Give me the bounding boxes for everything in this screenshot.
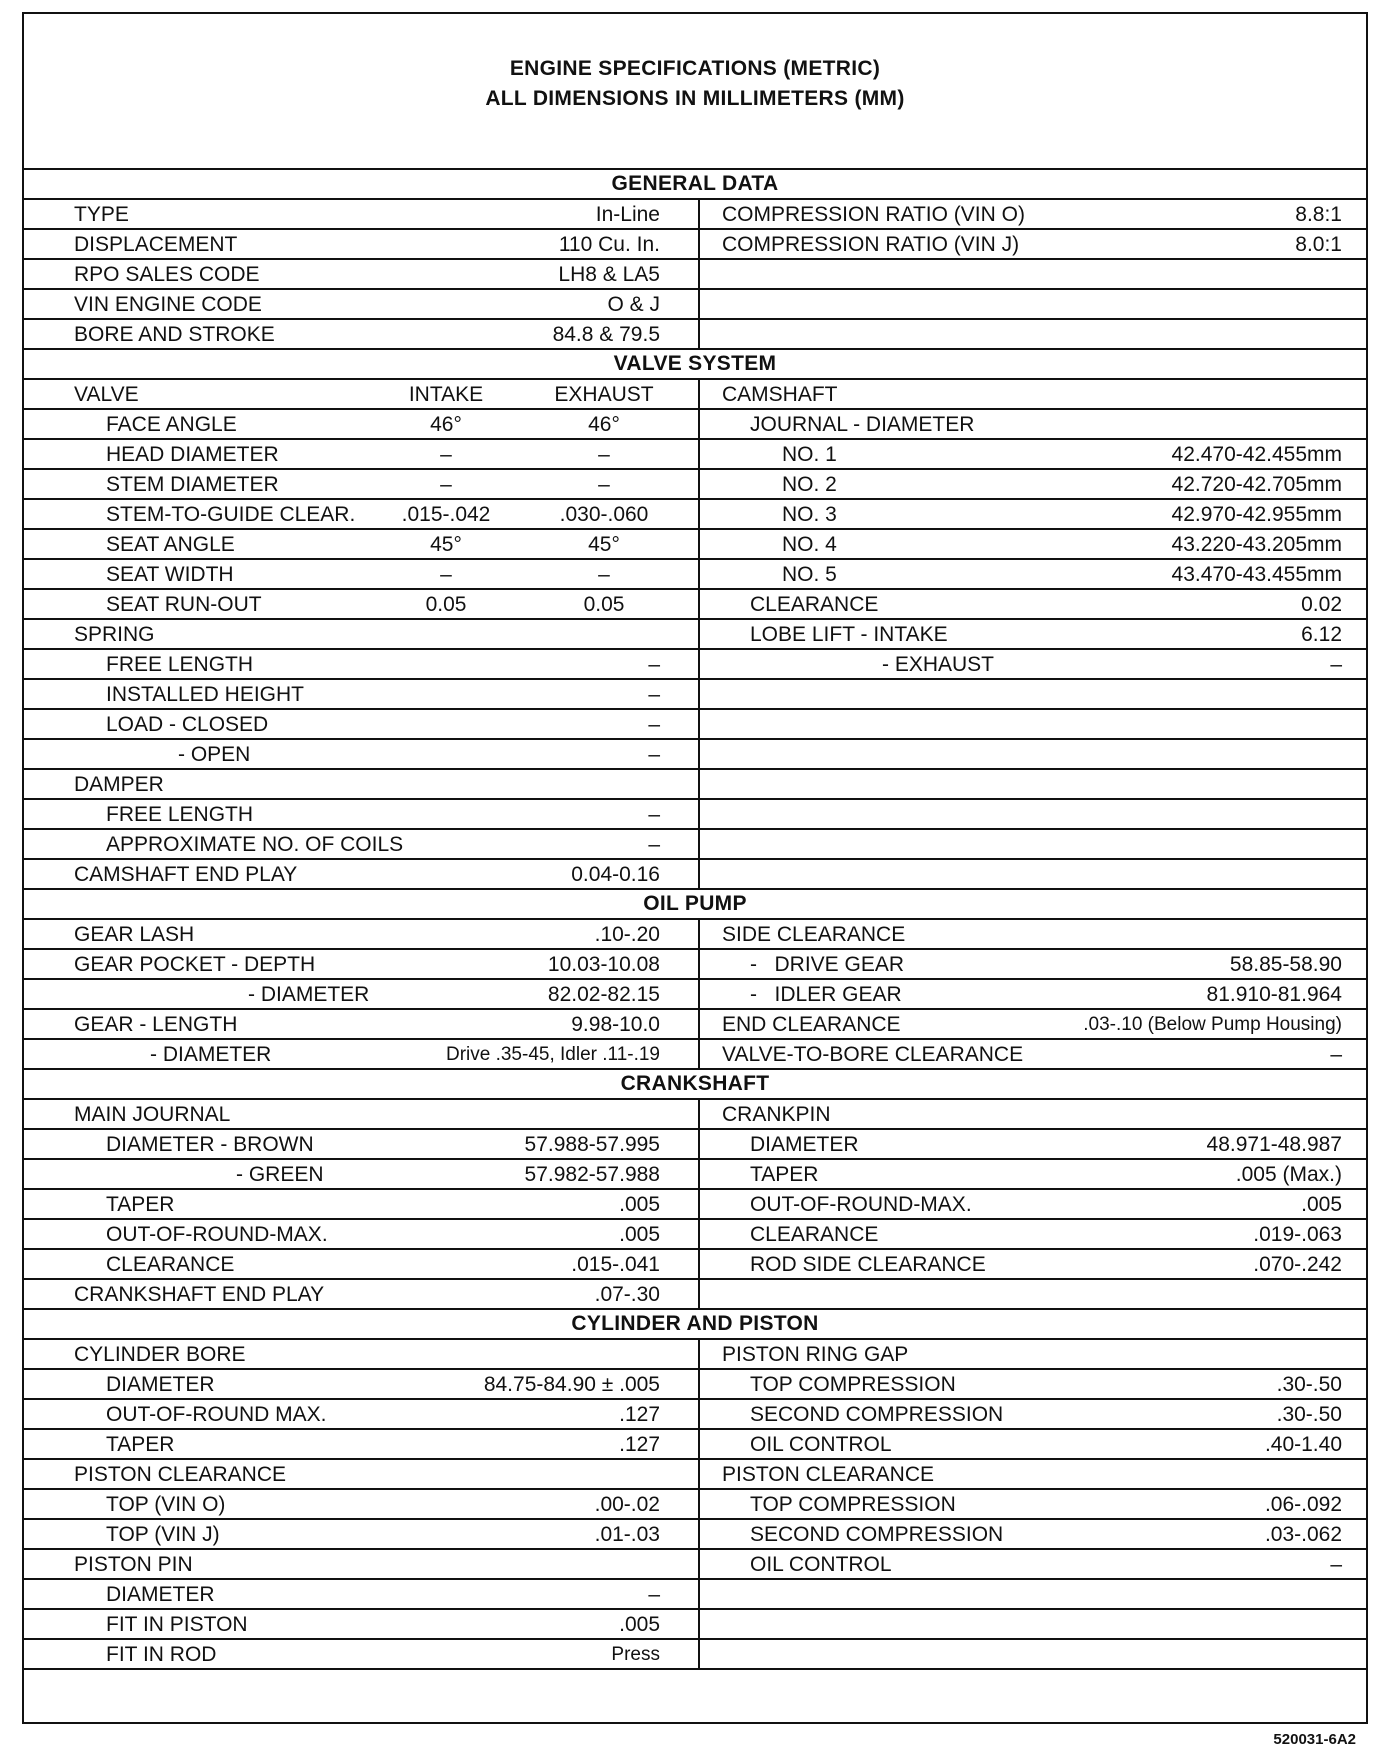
spec-label: VALVE-TO-BORE CLEARANCE <box>722 1043 1024 1066</box>
table-row <box>24 980 1366 1010</box>
spec-label: PISTON RING GAP <box>722 1343 909 1366</box>
table-row <box>24 620 1366 650</box>
spec-value: 0.04-0.16 <box>571 863 660 886</box>
spec-label: TOP (VIN O) <box>106 1493 226 1516</box>
spec-value: 57.988-57.995 <box>524 1133 660 1156</box>
spec-value: 43.470-43.455mm <box>1171 563 1342 586</box>
spec-label: NO. 3 <box>782 503 837 526</box>
table-row <box>24 950 1366 980</box>
spec-value: – <box>648 1583 660 1606</box>
spec-sheet <box>22 12 1368 1724</box>
table-row <box>24 1340 1366 1370</box>
spec-value: – <box>648 833 660 856</box>
intake-value: 0.05 <box>425 593 467 616</box>
table-row <box>24 650 1366 680</box>
spec-value: .01-.03 <box>594 1523 660 1546</box>
spec-value: – <box>648 653 660 676</box>
intake-value: 45° <box>430 533 462 556</box>
table-row <box>24 1370 1366 1400</box>
intake-value: 46° <box>430 413 462 436</box>
spec-value: 8.0:1 <box>1295 233 1342 256</box>
intake-value: – <box>440 443 452 466</box>
table-row <box>24 500 1366 530</box>
table-row <box>24 260 1366 290</box>
spec-label: LOAD - CLOSED <box>106 713 269 736</box>
table-row <box>24 320 1366 350</box>
spec-label: DIAMETER - BROWN <box>106 1133 314 1156</box>
spec-label: SEAT WIDTH <box>106 563 234 586</box>
table-row <box>24 560 1366 590</box>
spec-label: DISPLACEMENT <box>74 233 238 256</box>
spec-value: .015-.041 <box>571 1253 660 1276</box>
spec-label: SPRING <box>74 623 155 646</box>
spec-label: TOP COMPRESSION <box>750 1493 956 1516</box>
spec-value: .005 <box>1301 1193 1342 1216</box>
spec-label: DAMPER <box>74 773 164 796</box>
table-row <box>24 1520 1366 1550</box>
spec-label: PISTON CLEARANCE <box>722 1463 934 1486</box>
table-row <box>24 1400 1366 1430</box>
spec-label: CYLINDER BORE <box>74 1343 246 1366</box>
spec-label: DIAMETER <box>750 1133 859 1156</box>
intake-header: INTAKE <box>408 383 484 406</box>
intake-value: .015-.042 <box>401 503 491 526</box>
table-row <box>24 530 1366 560</box>
table-row <box>24 1130 1366 1160</box>
spec-label: FACE ANGLE <box>106 413 237 436</box>
table-row <box>24 1010 1366 1040</box>
spec-label: FREE LENGTH <box>106 653 254 676</box>
spec-label: TOP (VIN J) <box>106 1523 220 1546</box>
spec-label: - DIAMETER <box>248 983 370 1006</box>
spec-value: .070-.242 <box>1253 1253 1342 1276</box>
spec-value: .005 <box>619 1613 660 1636</box>
spec-label: BORE AND STROKE <box>74 323 275 346</box>
spec-value: – <box>1330 1553 1342 1576</box>
spec-label: LOBE LIFT - INTAKE <box>750 623 948 646</box>
spec-label: NO. 5 <box>782 563 837 586</box>
spec-value: 84.8 & 79.5 <box>552 323 660 346</box>
spec-value: .005 <box>619 1223 660 1246</box>
spec-label: SECOND COMPRESSION <box>750 1523 1004 1546</box>
table-row <box>24 1550 1366 1580</box>
table-row <box>24 230 1366 260</box>
exhaust-value: 46° <box>588 413 620 436</box>
section-general-data: GENERAL DATA <box>24 170 1366 200</box>
spec-label: END CLEARANCE <box>722 1013 901 1036</box>
spec-label: RPO SALES CODE <box>74 263 260 286</box>
table-row <box>24 410 1366 440</box>
table-row <box>24 830 1366 860</box>
spec-value: 81.910-81.964 <box>1206 983 1342 1006</box>
spec-value: 84.75-84.90 ± .005 <box>483 1373 660 1396</box>
spec-label: - GREEN <box>236 1163 324 1186</box>
spec-label: DIAMETER <box>106 1583 215 1606</box>
spec-label: DIAMETER <box>106 1373 215 1396</box>
spec-value: .40-1.40 <box>1264 1433 1342 1456</box>
spec-label: GEAR POCKET - DEPTH <box>74 953 316 976</box>
spec-label: INSTALLED HEIGHT <box>106 683 304 706</box>
spec-label: CAMSHAFT <box>722 383 838 406</box>
spec-value: – <box>1330 653 1342 676</box>
spec-label: PISTON CLEARANCE <box>74 1463 286 1486</box>
spec-label: STEM-TO-GUIDE CLEAR. <box>106 503 356 526</box>
spec-value: 82.02-82.15 <box>547 983 660 1006</box>
spec-label: - DIAMETER <box>150 1043 272 1066</box>
title-box <box>24 14 1366 170</box>
table-row <box>24 200 1366 230</box>
spec-value: O & J <box>607 293 660 316</box>
spec-value: 6.12 <box>1301 623 1342 646</box>
exhaust-header: EXHAUST <box>554 383 654 406</box>
table-row <box>24 860 1366 890</box>
spec-label: TOP COMPRESSION <box>750 1373 956 1396</box>
table-row <box>24 1100 1366 1130</box>
table-row <box>24 380 1366 410</box>
spec-label: COMPRESSION RATIO (VIN O) <box>722 203 1025 226</box>
exhaust-value: 0.05 <box>583 593 625 616</box>
spec-value: .00-.02 <box>594 1493 660 1516</box>
spec-label: CLEARANCE <box>750 593 879 616</box>
table-row <box>24 1250 1366 1280</box>
exhaust-value: – <box>598 443 610 466</box>
spec-label: TAPER <box>106 1193 175 1216</box>
table-row <box>24 740 1366 770</box>
spec-label: OUT-OF-ROUND MAX. <box>106 1403 327 1426</box>
spec-value: – <box>648 803 660 826</box>
table-row <box>24 1280 1366 1310</box>
spec-value: .019-.063 <box>1253 1223 1342 1246</box>
spec-label: TAPER <box>106 1433 175 1456</box>
spec-value: .03-.062 <box>1264 1523 1342 1546</box>
table-row <box>24 800 1366 830</box>
section-crankshaft: CRANKSHAFT <box>24 1070 1366 1100</box>
spec-value: .07-.30 <box>594 1283 660 1306</box>
exhaust-value: – <box>598 473 610 496</box>
exhaust-value: – <box>598 563 610 586</box>
table-row <box>24 920 1366 950</box>
spec-value: 43.220-43.205mm <box>1171 533 1342 556</box>
table-row <box>24 290 1366 320</box>
spec-label: APPROXIMATE NO. OF COILS <box>106 833 404 856</box>
title-line-1: ENGINE SPECIFICATIONS (METRIC) <box>509 57 881 80</box>
spec-value: 57.982-57.988 <box>524 1163 660 1186</box>
spec-label: MAIN JOURNAL <box>74 1103 231 1126</box>
table-row <box>24 1160 1366 1190</box>
spec-label: JOURNAL - DIAMETER <box>750 413 975 436</box>
spec-value: .06-.092 <box>1264 1493 1342 1516</box>
spec-label: CLEARANCE <box>750 1223 879 1246</box>
table-row <box>24 440 1366 470</box>
spec-value: 8.8:1 <box>1295 203 1342 226</box>
spec-value: – <box>1330 1043 1342 1066</box>
table-row <box>24 1580 1366 1610</box>
spec-label: SECOND COMPRESSION <box>750 1403 1004 1426</box>
spec-label: STEM DIAMETER <box>106 473 279 496</box>
spec-label: VALVE <box>74 383 139 406</box>
spec-label: - OPEN <box>178 743 251 766</box>
spec-value: 42.720-42.705mm <box>1171 473 1342 496</box>
table-row <box>24 1430 1366 1460</box>
spec-label: SIDE CLEARANCE <box>722 923 906 946</box>
spec-value: – <box>648 683 660 706</box>
spec-label: OUT-OF-ROUND-MAX. <box>106 1223 328 1246</box>
spec-label: - EXHAUST <box>882 653 995 676</box>
spec-value: LH8 & LA5 <box>558 263 660 286</box>
spec-label: CLEARANCE <box>106 1253 235 1276</box>
figure-code: 520031-6A2 <box>1273 1731 1356 1748</box>
title-line-2: ALL DIMENSIONS IN MILLIMETERS (MM) <box>485 87 905 110</box>
table-row <box>24 770 1366 800</box>
spec-value: Press <box>611 1644 660 1665</box>
spec-value: .127 <box>619 1403 660 1426</box>
spec-label: VIN ENGINE CODE <box>74 293 262 316</box>
spec-label: CRANKPIN <box>722 1103 831 1126</box>
table-row <box>24 1220 1366 1250</box>
spec-label: ROD SIDE CLEARANCE <box>750 1253 986 1276</box>
spec-value: .005 <box>619 1193 660 1216</box>
spec-value: 0.02 <box>1301 593 1342 616</box>
table-row <box>24 1610 1366 1640</box>
spec-value: .30-.50 <box>1276 1373 1342 1396</box>
spec-value: .03-.10 (Below Pump Housing) <box>1083 1014 1342 1035</box>
spec-label: NO. 4 <box>782 533 837 556</box>
spec-label: NO. 2 <box>782 473 837 496</box>
spec-value: 10.03-10.08 <box>547 953 660 976</box>
spec-label: CRANKSHAFT END PLAY <box>74 1283 325 1306</box>
spec-value: 48.971-48.987 <box>1206 1133 1342 1156</box>
spec-value: .127 <box>619 1433 660 1456</box>
spec-label: GEAR LASH <box>74 923 195 946</box>
spec-value: 58.85-58.90 <box>1229 953 1342 976</box>
intake-value: – <box>440 563 452 586</box>
spec-label: OIL CONTROL <box>750 1433 892 1456</box>
table-row <box>24 1490 1366 1520</box>
exhaust-value: .030-.060 <box>559 503 649 526</box>
spec-label: FIT IN ROD <box>106 1643 217 1666</box>
spec-label: HEAD DIAMETER <box>106 443 279 466</box>
spec-value: 110 Cu. In. <box>558 233 660 256</box>
intake-value: – <box>440 473 452 496</box>
table-row <box>24 470 1366 500</box>
spec-value: .10-.20 <box>594 923 660 946</box>
spec-label: GEAR - LENGTH <box>74 1013 238 1036</box>
spec-value: 42.970-42.955mm <box>1171 503 1342 526</box>
spec-value: 9.98-10.0 <box>571 1013 660 1036</box>
spec-label: TYPE <box>74 203 129 226</box>
spec-label: SEAT ANGLE <box>106 533 235 556</box>
table-row <box>24 680 1366 710</box>
spec-label: - IDLER GEAR <box>750 983 902 1006</box>
section-oil-pump: OIL PUMP <box>24 890 1366 920</box>
section-cylinder-and-piston: CYLINDER AND PISTON <box>24 1310 1366 1340</box>
spec-label: PISTON PIN <box>74 1553 193 1576</box>
section-valve-system: VALVE SYSTEM <box>24 350 1366 380</box>
spec-value: – <box>648 713 660 736</box>
table-row <box>24 1460 1366 1490</box>
spec-label: FIT IN PISTON <box>106 1613 248 1636</box>
spec-label: SEAT RUN-OUT <box>106 593 262 616</box>
spec-label: OUT-OF-ROUND-MAX. <box>750 1193 972 1216</box>
spec-label: OIL CONTROL <box>750 1553 892 1576</box>
spec-value: .30-.50 <box>1276 1403 1342 1426</box>
table-row <box>24 590 1366 620</box>
spec-value: Drive .35-45, Idler .11-.19 <box>445 1044 660 1065</box>
table-row <box>24 1190 1366 1220</box>
spec-label: - DRIVE GEAR <box>750 953 905 976</box>
exhaust-value: 45° <box>588 533 620 556</box>
spec-label: COMPRESSION RATIO (VIN J) <box>722 233 1020 256</box>
spec-value: In-Line <box>595 203 660 226</box>
spec-label: CAMSHAFT END PLAY <box>74 863 298 886</box>
spec-value: 42.470-42.455mm <box>1171 443 1342 466</box>
spec-label: NO. 1 <box>782 443 837 466</box>
spec-value: .005 (Max.) <box>1235 1163 1342 1186</box>
table-row <box>24 710 1366 740</box>
table-row <box>24 1640 1366 1670</box>
spec-label: FREE LENGTH <box>106 803 254 826</box>
spec-label: TAPER <box>750 1163 819 1186</box>
spec-value: – <box>648 743 660 766</box>
table-row <box>24 1040 1366 1070</box>
